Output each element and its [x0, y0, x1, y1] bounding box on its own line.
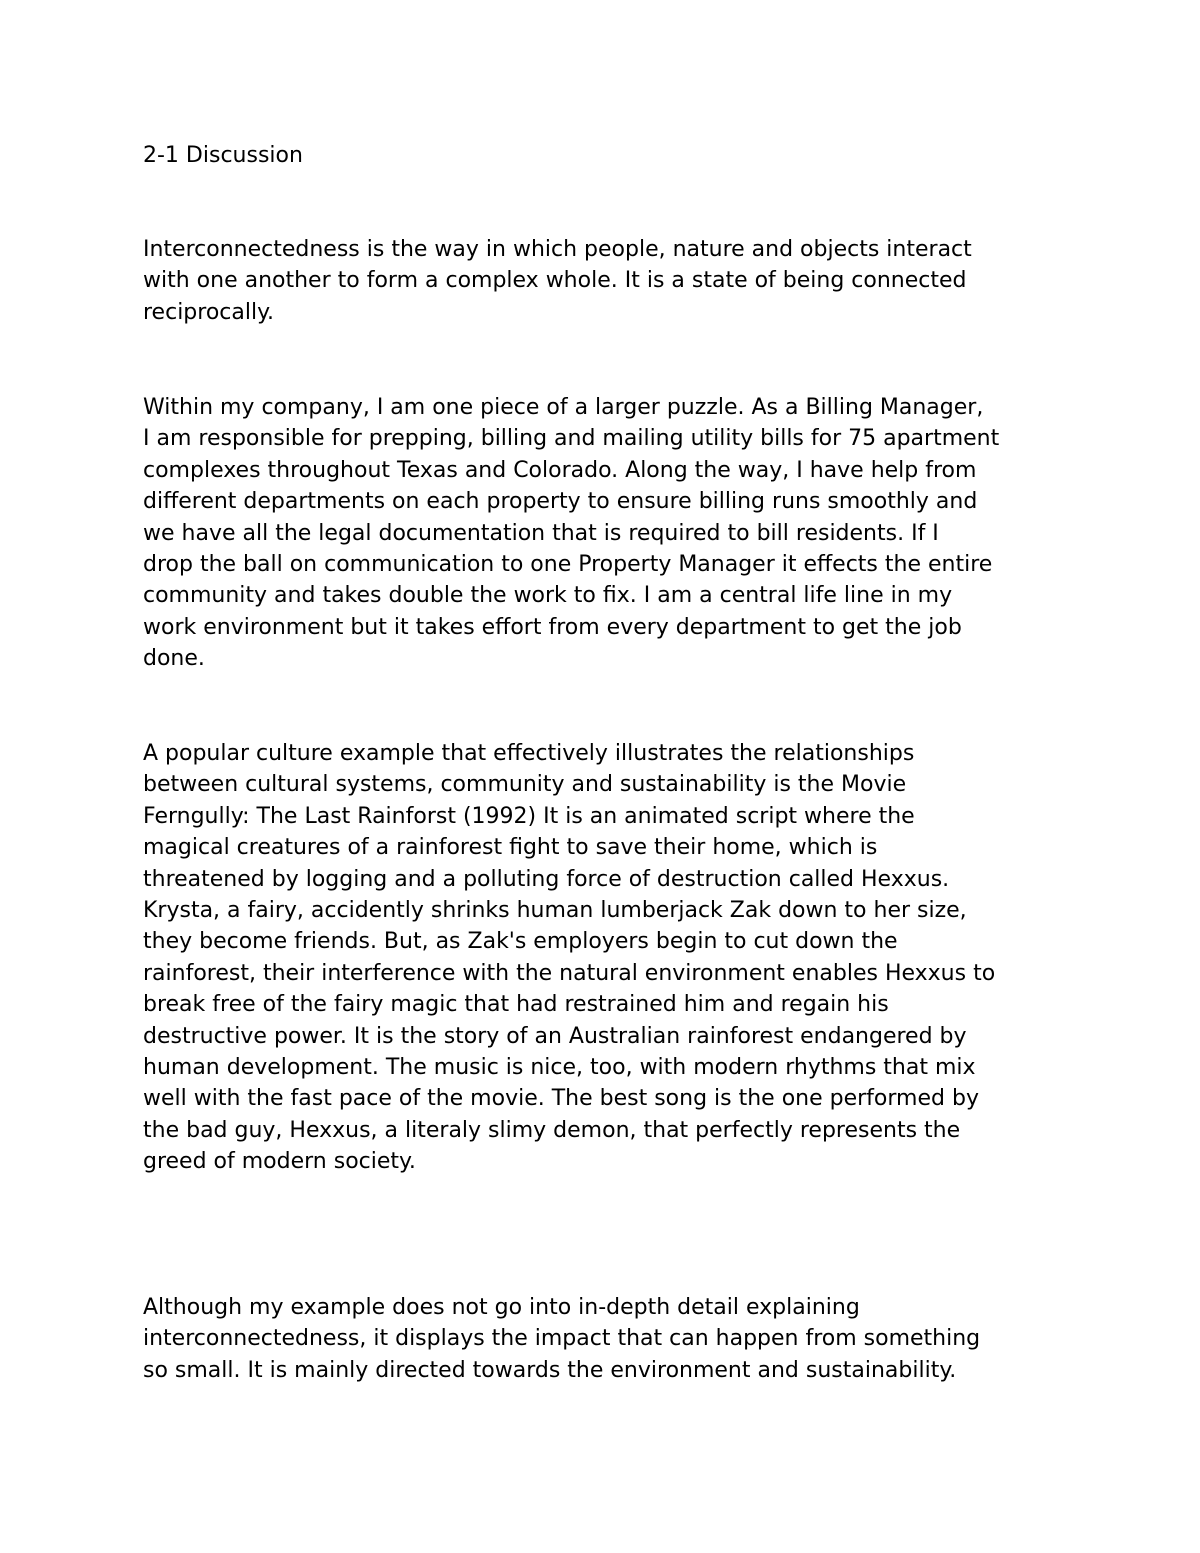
paragraph-company: Within my company, I am one piece of a larger puzzle. As a Billing Manager, I am responsible for prepping, billing and mailing utility bills for 75 apartment complexes throughout Texas and Colorado. Along the way, I have help from different departments on each property to ensure billing runs smoothly and we have all the legal documentation that is required to bill residents. If I drop the ball on communication to one Property Manager it effects the entire community and takes double the work to fix. I am a central life line in my work environment but it takes effort from every department to get the job done. [143, 395, 1000, 672]
paragraph-conclusion: Although my example does not go into in-depth detail explaining interconnectedness, it displays the impact that can happen from something so small. It is mainly directed towards the environment and sustainability. [143, 1295, 981, 1383]
paragraph-popular-culture: A popular culture example that effectively illustrates the relationships between cultural systems, community and sustainability is the Movie Ferngully: The Last Rainforst (1992) It is an animated script where the magical creatures of a rainforest fight to save their home, which is threatened by logging and a polluting force of destruction called Hexxus. Krysta, a fairy, accidently shrinks human lumberjack Zak down to her size, they become friends. But, as Zak's employers begin to cut down the rainforest, their interference with the natural environment enables Hexxus to break free of the fairy magic that had restrained him and regain his destructive power. It is the story of an Australian rainforest endangered by human development. The music is nice, too, with modern rhythms that mix well with the fast pace of the movie. The best song is the one performed by the bad guy, Hexxus, a literaly slimy demon, that perfectly represents the greed of modern society. [143, 741, 996, 1175]
paragraph-definition: Interconnectedness is the way in which people, nature and objects interact with one another to form a complex whole. It is a state of being connected reciprocally. [143, 237, 972, 325]
document-title: 2-1 Discussion [143, 143, 303, 168]
